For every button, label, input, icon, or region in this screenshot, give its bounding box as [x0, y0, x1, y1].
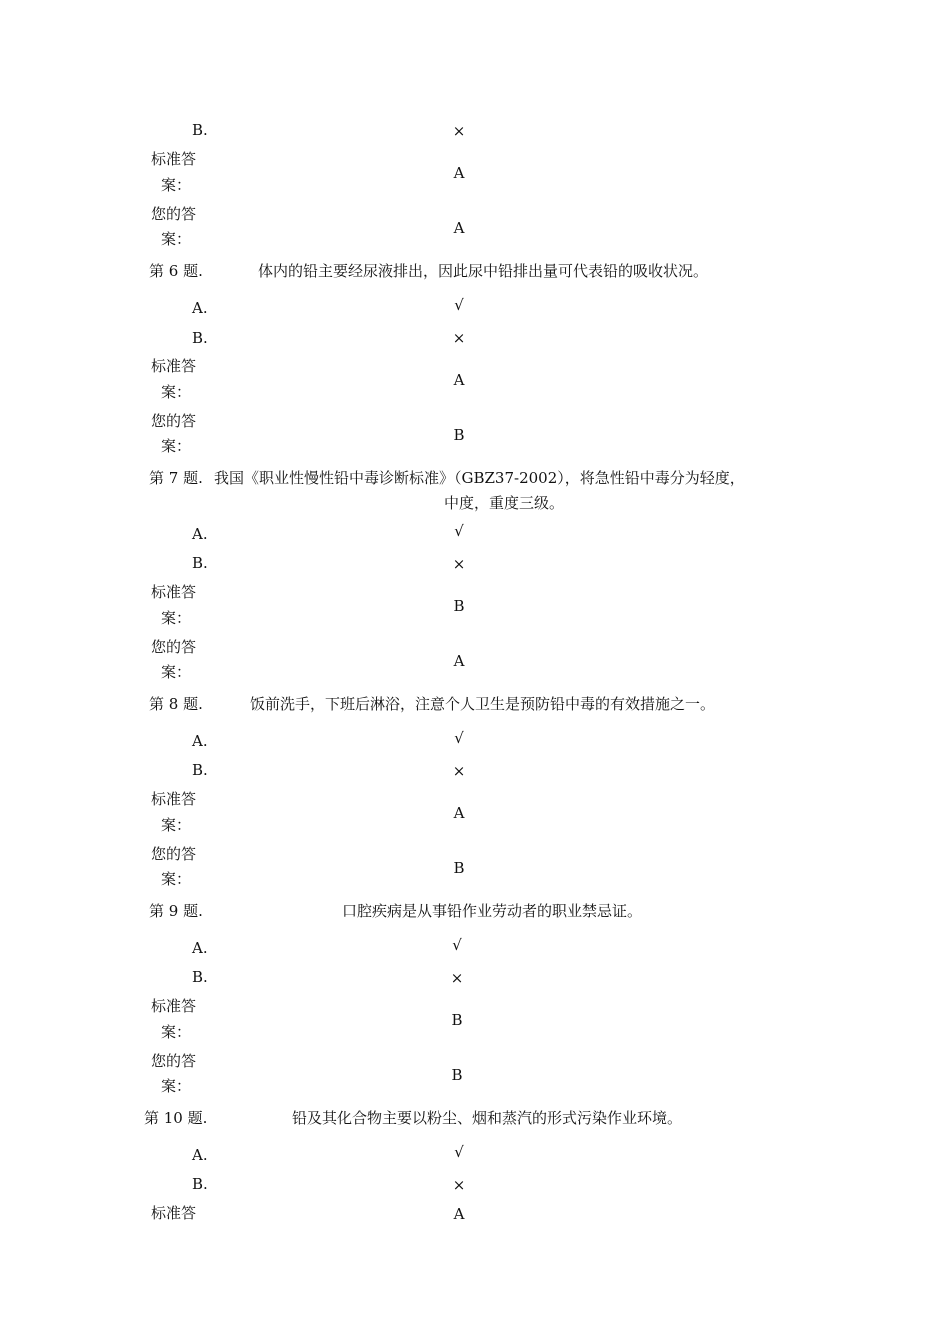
your-answer-label-cont: 案：: [161, 437, 192, 455]
your-answer-label: 您的答: [151, 638, 197, 656]
standard-answer-label: 标准答: [151, 790, 197, 808]
standard-answer-label: 标准答: [151, 150, 197, 168]
false-mark: ×: [452, 122, 466, 140]
standard-answer-value: A: [453, 804, 465, 822]
standard-answer-label: 标准答: [151, 357, 197, 375]
option-b-label: B.: [192, 121, 208, 139]
false-mark: ×: [452, 329, 466, 347]
question-number: 第 10 题.: [144, 1109, 208, 1127]
standard-answer-label-cont: 案：: [161, 1023, 192, 1041]
option-a-label: A.: [192, 1146, 208, 1164]
your-answer-value: B: [451, 1066, 463, 1084]
your-answer-label-cont: 案：: [161, 663, 192, 681]
true-mark: √: [454, 729, 464, 747]
your-answer-label-cont: 案：: [161, 870, 192, 888]
standard-answer-value: A: [453, 164, 465, 182]
standard-answer-value: B: [451, 1011, 463, 1029]
standard-answer-value: B: [453, 597, 465, 615]
standard-answer-label: 标准答: [151, 1204, 197, 1222]
option-a-label: A.: [192, 939, 208, 957]
option-b-label: B.: [192, 761, 208, 779]
question-text: 饭前洗手，下班后淋浴，注意个人卫生是预防铅中毒的有效措施之一。: [250, 695, 716, 713]
question-number: 第 8 题.: [149, 695, 203, 713]
question-text: 口腔疾病是从事铅作业劳动者的职业禁忌证。: [342, 902, 643, 920]
your-answer-label-cont: 案：: [161, 230, 192, 248]
your-answer-value: A: [453, 219, 465, 237]
question-text: 铅及其化合物主要以粉尘、烟和蒸汽的形式污染作业环境。: [292, 1109, 683, 1127]
question-text-cont: 中度，重度三级。: [444, 494, 565, 512]
your-answer-label: 您的答: [151, 845, 197, 863]
false-mark: ×: [452, 1176, 466, 1194]
standard-answer-label-cont: 案：: [161, 383, 192, 401]
your-answer-value: A: [453, 652, 465, 670]
standard-answer-label-cont: 案：: [161, 176, 192, 194]
standard-answer-value: A: [453, 371, 465, 389]
true-mark: √: [454, 522, 464, 540]
true-mark: √: [454, 1143, 464, 1161]
your-answer-label: 您的答: [151, 1052, 197, 1070]
true-mark: √: [452, 936, 462, 954]
your-answer-value: B: [453, 426, 465, 444]
your-answer-label: 您的答: [151, 205, 197, 223]
false-mark: ×: [452, 762, 466, 780]
option-b-label: B.: [192, 554, 208, 572]
false-mark: ×: [452, 555, 466, 573]
standard-answer-label: 标准答: [151, 997, 197, 1015]
option-a-label: A.: [192, 525, 208, 543]
standard-answer-value: A: [453, 1205, 465, 1223]
option-a-label: A.: [192, 732, 208, 750]
question-number: 第 9 题.: [149, 902, 203, 920]
your-answer-label-cont: 案：: [161, 1077, 192, 1095]
your-answer-label: 您的答: [151, 412, 197, 430]
question-number: 第 6 题.: [149, 262, 203, 280]
false-mark: ×: [450, 969, 464, 987]
question-text: 体内的铅主要经尿液排出，因此尿中铅排出量可代表铅的吸收状况。: [258, 262, 709, 280]
question-text: 我国《职业性慢性铅中毒诊断标准》（GBZ37-2002），将急性铅中毒分为轻度，: [214, 469, 745, 487]
standard-answer-label: 标准答: [151, 583, 197, 601]
your-answer-value: B: [453, 859, 465, 877]
option-a-label: A.: [192, 299, 208, 317]
standard-answer-label-cont: 案：: [161, 609, 192, 627]
option-b-label: B.: [192, 329, 208, 347]
question-number: 第 7 题.: [149, 469, 203, 487]
standard-answer-label-cont: 案：: [161, 816, 192, 834]
true-mark: √: [454, 296, 464, 314]
option-b-label: B.: [192, 968, 208, 986]
option-b-label: B.: [192, 1175, 208, 1193]
